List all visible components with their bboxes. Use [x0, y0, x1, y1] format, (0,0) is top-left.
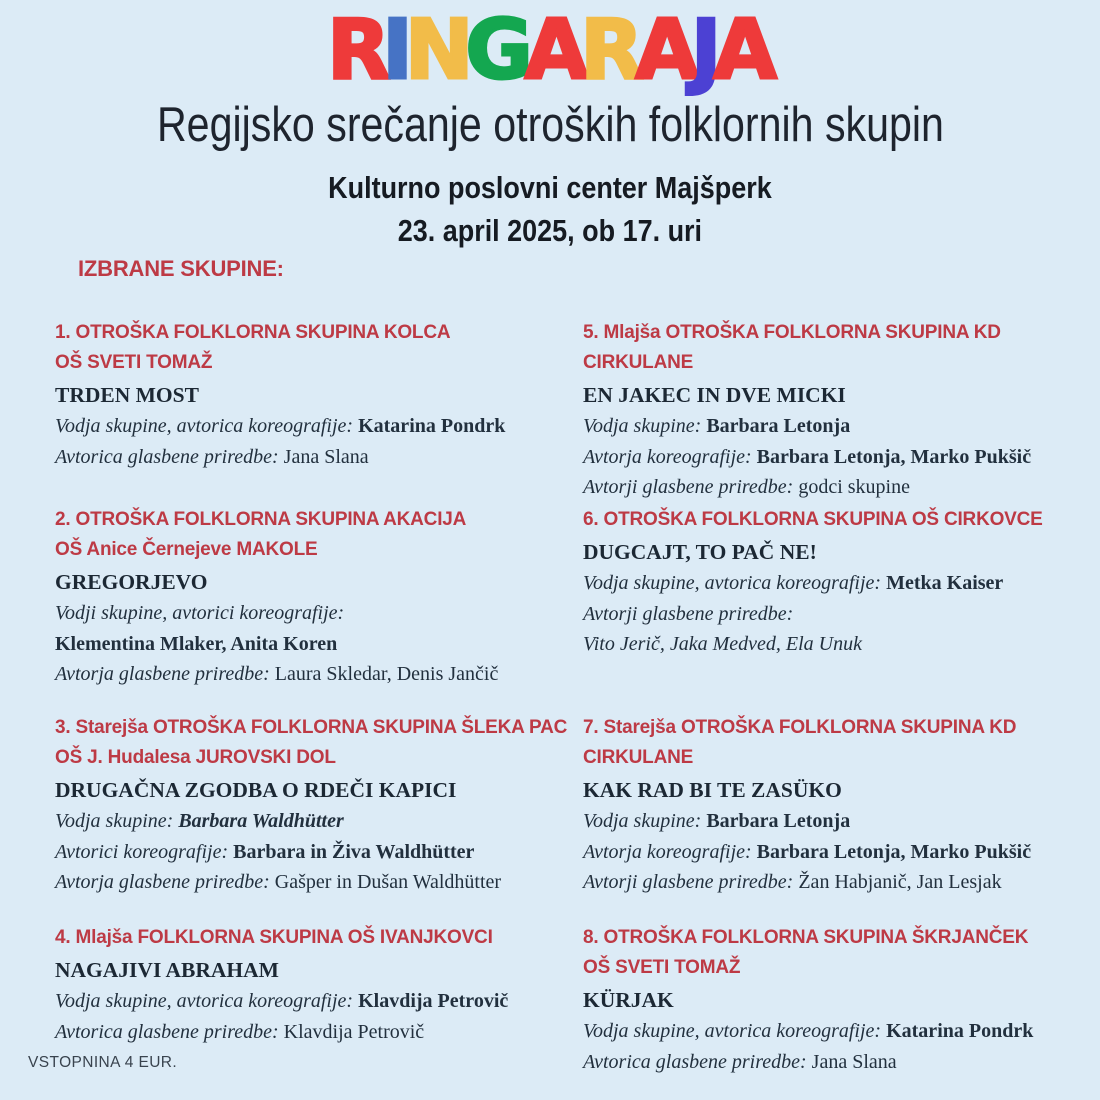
credit-line — [55, 867, 583, 898]
credit-line — [583, 472, 1087, 503]
credit-label: Avtorja glasbene priredbe: — [55, 871, 275, 893]
credit-label: Vodji skupine, avtorici koreografije: — [55, 602, 345, 624]
credit-line — [583, 837, 1087, 868]
group-entry-8 — [583, 923, 1087, 1077]
credit-line — [55, 629, 583, 660]
credit-line — [55, 598, 583, 629]
credit-label: Avtorici koreografije: — [55, 840, 234, 863]
logo-letter: G — [465, 3, 529, 98]
logo-letter: R — [580, 3, 640, 98]
credit-name: Barbara Letonja — [706, 415, 851, 437]
page-title-text: Regijsko srečanje otroških folklornih skupin — [156, 98, 944, 152]
group-entry-6 — [583, 505, 1087, 713]
dance-title: KÜRJAK — [583, 988, 674, 1012]
credit-line — [583, 867, 1087, 898]
datetime-text: 23. april 2025, ob 17. uri — [397, 213, 703, 248]
group-heading: OŠ SVETI TOMAŽ — [55, 352, 213, 373]
logo-letter: I — [382, 3, 409, 98]
credit-label: Vodja skupine: — [583, 415, 707, 437]
group-heading: 2. OTROŠKA FOLKLORNA SKUPINA AKACIJA — [55, 509, 467, 530]
credit-name: Katarina Pondrk — [358, 415, 506, 437]
credit-label: Avtorji glasbene priredbe: — [583, 602, 794, 625]
credit-name: Klementina Mlaker, Anita Koren — [55, 632, 338, 655]
credit-label: Avtorja koreografije: — [583, 840, 757, 863]
credit-name: Jana Slana — [283, 445, 369, 468]
credit-label: Avtorja glasbene priredbe: — [55, 663, 275, 685]
group-heading: 7. Starejša OTROŠKA FOLKLORNA SKUPINA KD CIRKULANE — [583, 717, 1017, 768]
credit-line — [55, 411, 583, 442]
group-heading: 4. Mlajša FOLKLORNA SKUPINA OŠ IVANJKOVCI — [55, 927, 493, 948]
credit-line — [583, 1016, 1087, 1047]
dance-title: KAK RAD BI TE ZASÜKO — [583, 778, 842, 802]
logo-letter: N — [404, 3, 470, 98]
dance-title: GREGORJEVO — [55, 570, 208, 594]
credit-name: Barbara in Živa Waldhütter — [233, 840, 475, 863]
group-heading: 6. OTROŠKA FOLKLORNA SKUPINA OŠ CIRKOVCE — [583, 509, 1043, 530]
credit-label: Vodja skupine, avtorica koreografije: — [55, 415, 359, 437]
credit-line — [55, 986, 583, 1017]
credit-name: Žan Habjanič, Jan Lesjak — [798, 871, 1002, 893]
venue-text: Kulturno poslovni center Majšperk — [328, 170, 772, 205]
page-title — [0, 96, 1100, 154]
credit-label: Vodja skupine: — [55, 810, 179, 832]
credit-line — [55, 806, 583, 837]
section-label-selected-groups: IZBRANE SKUPINE: — [78, 256, 284, 281]
credit-line — [55, 1017, 583, 1048]
dance-title: TRDEN MOST — [55, 383, 199, 407]
group-entry-2 — [55, 505, 583, 713]
credit-line — [583, 442, 1087, 473]
credit-line — [55, 837, 583, 868]
credit-name: Jana Slana — [811, 1050, 897, 1073]
datetime-line — [0, 211, 1100, 251]
dance-title: DUGCAJT, TO PAČ NE! — [583, 540, 817, 564]
credit-name: Laura Skledar, Denis Jančič — [274, 663, 499, 685]
group-heading: 1. OTROŠKA FOLKLORNA SKUPINA KOLCA — [55, 322, 451, 343]
credit-name: Gašper in Dušan Waldhütter — [274, 871, 502, 893]
credit-name: Klavdija Petrovič — [358, 990, 509, 1012]
credit-label: Avtorji glasbene priredbe: — [583, 476, 799, 498]
credit-label: Avtorji glasbene priredbe: — [583, 871, 799, 893]
credit-name: Katarina Pondrk — [886, 1020, 1034, 1042]
credit-label: Avtorica glasbene priredbe: — [55, 1020, 284, 1043]
credit-line — [583, 1047, 1087, 1078]
group-heading: 5. Mlajša OTROŠKA FOLKLORNA SKUPINA KD CIRKULANE — [583, 322, 1001, 373]
credit-line — [583, 568, 1087, 599]
credit-name: Barbara Waldhütter — [178, 810, 344, 832]
credit-label: Vodja skupine, avtorica koreografije: — [55, 990, 359, 1012]
credit-label: Avtorica glasbene priredbe: — [55, 445, 284, 468]
credit-name: Barbara Letonja, Marko Pukšič — [756, 445, 1032, 468]
group-entry-3 — [55, 713, 583, 923]
group-entry-7 — [583, 713, 1087, 923]
dance-title: EN JAKEC IN DVE MICKI — [583, 383, 846, 407]
credit-label: Vodja skupine, avtorica koreografije: — [583, 572, 887, 594]
dance-title: DRUGAČNA ZGODBA O RDEČI KAPICI — [55, 778, 457, 802]
credit-name: Barbara Letonja — [706, 810, 851, 832]
group-heading: OŠ J. Hudalesa JUROVSKI DOL — [55, 747, 336, 768]
groups-grid — [55, 318, 1087, 1077]
credit-line — [583, 629, 1087, 660]
credit-label: Vito Jerič, Jaka Medved, Ela Unuk — [583, 633, 862, 655]
logo-letter: R — [327, 3, 387, 98]
dance-title: NAGAJIVI ABRAHAM — [55, 958, 279, 982]
ringaraja-logo — [0, 3, 1100, 98]
credit-label: Vodja skupine: — [583, 810, 707, 832]
credit-label: Avtorja koreografije: — [583, 445, 757, 468]
logo-letter: A — [635, 3, 695, 98]
credit-label: Avtorica glasbene priredbe: — [583, 1050, 812, 1073]
credit-label: Vodja skupine, avtorica koreografije: — [583, 1020, 887, 1042]
group-entry-5 — [583, 318, 1087, 505]
credit-name: Klavdija Petrovič — [283, 1020, 425, 1043]
credit-line — [583, 806, 1087, 837]
group-heading: 3. Starejša OTROŠKA FOLKLORNA SKUPINA ŠLEKA PAC — [55, 717, 568, 738]
logo-letter: A — [713, 3, 773, 98]
credit-name: Metka Kaiser — [886, 572, 1004, 594]
credit-line — [583, 411, 1087, 442]
credit-line — [55, 659, 583, 690]
credit-line — [583, 599, 1087, 630]
group-heading: OŠ SVETI TOMAŽ — [583, 957, 741, 978]
admission-note: VSTOPNINA 4 EUR. — [28, 1054, 178, 1071]
group-heading: OŠ Anice Černejeve MAKOLE — [55, 539, 318, 560]
credit-name: Barbara Letonja, Marko Pukšič — [756, 840, 1032, 863]
logo-letter: A — [524, 3, 585, 98]
group-heading: 8. OTROŠKA FOLKLORNA SKUPINA ŠKRJANČEK — [583, 927, 1029, 948]
credit-line — [55, 442, 583, 473]
venue-line — [0, 168, 1100, 208]
group-entry-1 — [55, 318, 583, 505]
credit-name: godci skupine — [798, 476, 910, 498]
logo-letter: J — [690, 3, 718, 98]
